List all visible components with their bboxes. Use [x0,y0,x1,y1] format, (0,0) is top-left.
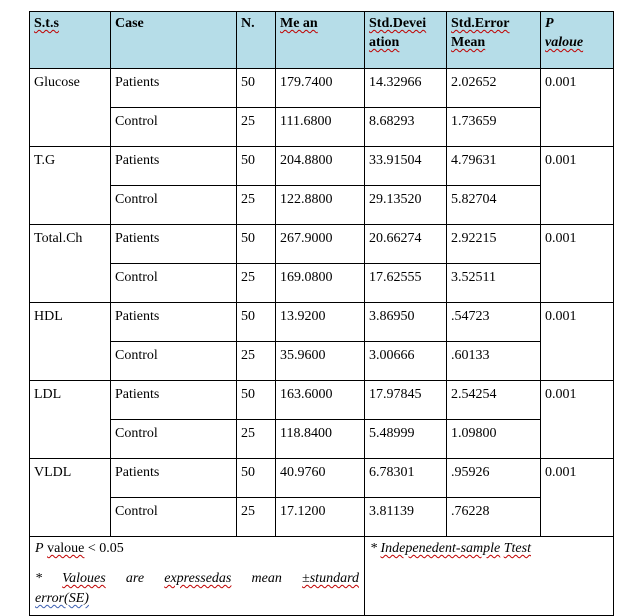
table-row [30,108,614,147]
case-cell: Control [111,108,237,147]
p-value-cell: 0.001 [541,147,614,225]
mean-cell: 122.8800 [276,186,365,225]
p-value-cell: 0.001 [541,225,614,303]
parameter-name: Glucose [30,69,111,147]
std-error-cell: 2.54254 [447,381,541,420]
n-cell: 50 [237,303,276,342]
std-error-cell: .60133 [447,342,541,381]
n-cell: 50 [237,381,276,420]
n-cell: 25 [237,498,276,537]
std-error-cell: 4.79631 [447,147,541,186]
mean-cell: 267.9000 [276,225,365,264]
header-row [30,12,614,69]
table-row [30,225,614,264]
std-deviation-cell: 33.91504 [365,147,447,186]
parameter-name: VLDL [30,459,111,537]
std-error-cell: 2.92215 [447,225,541,264]
n-cell: 50 [237,147,276,186]
table-row [30,342,614,381]
table-row [30,264,614,303]
mean-cell: 13.9200 [276,303,365,342]
parameter-name: Total.Ch [30,225,111,303]
mean-cell: 40.9760 [276,459,365,498]
std-deviation-cell: 14.32966 [365,69,447,108]
std-deviation-cell: 6.78301 [365,459,447,498]
p-value-cell: 0.001 [541,69,614,147]
n-cell: 25 [237,420,276,459]
table-row [30,303,614,342]
header-std-error-mean: Std.Error Mean [447,12,541,69]
n-cell: 25 [237,264,276,303]
mean-cell: 35.9600 [276,342,365,381]
case-cell: Patients [111,459,237,498]
test-note: * Indepenedent-sample Ttest [370,541,531,556]
header-case: Case [111,12,237,69]
n-cell: 50 [237,225,276,264]
case-cell: Patients [111,225,237,264]
std-deviation-cell: 8.68293 [365,108,447,147]
header-p-value: P valoue [541,12,614,69]
values-note: * Valoues are expressedas mean ±stundard [35,571,359,586]
n-cell: 50 [237,459,276,498]
mean-cell: 204.8800 [276,147,365,186]
header-sts: S.t.s [30,12,111,69]
mean-cell: 169.0800 [276,264,365,303]
parameter-name: T.G [30,147,111,225]
values-note-cont: error(SE) [35,591,89,606]
table-row [30,69,614,108]
mean-cell: 111.6800 [276,108,365,147]
n-cell: 25 [237,108,276,147]
case-cell: Control [111,264,237,303]
p-value-cell: 0.001 [541,381,614,459]
footer-notes-left [30,537,365,616]
n-cell: 25 [237,186,276,225]
mean-cell: 118.8400 [276,420,365,459]
std-error-cell: .95926 [447,459,541,498]
table-row [30,381,614,420]
mean-cell: 179.7400 [276,69,365,108]
std-deviation-cell: 20.66274 [365,225,447,264]
case-cell: Control [111,420,237,459]
std-deviation-cell: 3.00666 [365,342,447,381]
table-row [30,498,614,537]
table-row [30,459,614,498]
footer-notes-right [365,537,614,616]
footer-row [30,537,614,616]
statistics-table [29,11,614,616]
mean-cell: 163.6000 [276,381,365,420]
std-deviation-cell: 5.48999 [365,420,447,459]
std-deviation-cell: 17.62555 [365,264,447,303]
table-row [30,420,614,459]
table-body [30,69,614,537]
header-std-deviation: Std.Devei ation [365,12,447,69]
case-cell: Patients [111,69,237,108]
parameter-name: LDL [30,381,111,459]
parameter-name: HDL [30,303,111,381]
p-value-threshold: P valoue < 0.05 [35,541,124,556]
std-deviation-cell: 17.97845 [365,381,447,420]
case-cell: Patients [111,303,237,342]
p-value-cell: 0.001 [541,459,614,537]
std-error-cell: 2.02652 [447,69,541,108]
table-row [30,147,614,186]
std-error-cell: .76228 [447,498,541,537]
p-value-cell: 0.001 [541,303,614,381]
std-error-cell: 1.73659 [447,108,541,147]
mean-cell: 17.1200 [276,498,365,537]
header-n: N. [237,12,276,69]
case-cell: Control [111,498,237,537]
header-mean: Me an [276,12,365,69]
n-cell: 25 [237,342,276,381]
std-deviation-cell: 29.13520 [365,186,447,225]
std-error-cell: .54723 [447,303,541,342]
case-cell: Control [111,342,237,381]
case-cell: Patients [111,381,237,420]
std-error-cell: 5.82704 [447,186,541,225]
std-error-cell: 1.09800 [447,420,541,459]
n-cell: 50 [237,69,276,108]
std-deviation-cell: 3.86950 [365,303,447,342]
std-error-cell: 3.52511 [447,264,541,303]
table-row [30,186,614,225]
case-cell: Control [111,186,237,225]
case-cell: Patients [111,147,237,186]
std-deviation-cell: 3.81139 [365,498,447,537]
